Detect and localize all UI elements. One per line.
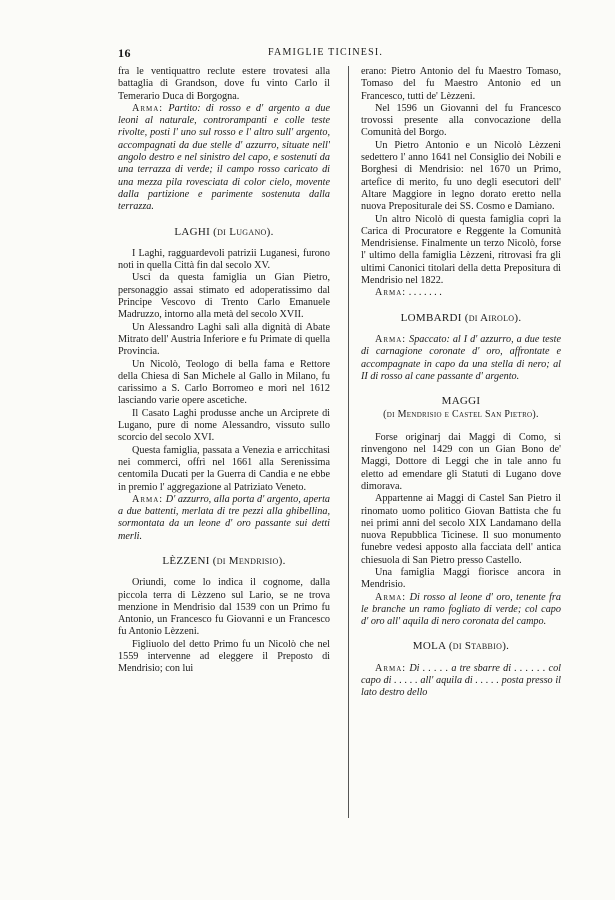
paragraph: fra le ventiquattro reclute estere trovatesi alla battaglia di Grandson, dove fu vinto Carlo il Temerario Duca di Borgogna. <box>118 66 330 102</box>
left-column <box>118 66 330 676</box>
paragraph: Questa famiglia, passata a Venezia e arricchitasi nei commerci, offrì nel 1661 alla Serenissima centomila Ducati per la Guerra di Candia e ne ebbe in premio l' aggregazione al Patriziato Veneto. <box>118 444 330 493</box>
arma-paragraph: Arma: D' azzurro, alla porta d' argento, aperta a due battenti, merlata di tre pezzi alla ghibellina, sormontata da un leone d' oro passante sui detti merli. <box>118 493 331 542</box>
section-heading-maggi: MAGGI <box>441 395 481 408</box>
paragraph: Una famiglia Maggi fiorisce ancora in Mendrisio. <box>361 566 561 591</box>
paragraph: I Laghi, ragguardevoli patrizii Luganesi, furono noti in quella Città fin dal secolo XV. <box>118 247 330 272</box>
section-heading-laghi: LAGHI (di Lugano). <box>174 225 274 238</box>
paragraph: Un Pietro Antonio e un Nicolò Lèzzeni sedettero l' anno 1641 nel Consiglio dei Nobili e Borghesi di Mendrisio: nel 1670 un Primo, artefice di merito, fu uno degli esecutori dell' Altare Maggiore in legno dorato eretto nella nuova Prepositurale dei SS. Cosmo e Damiano. <box>361 139 561 213</box>
paragraph: Appartenne ai Maggi di Castel San Pietro il rinomato uomo politico Giovan Battista che fu nei primi anni del secolo XIX Landamano della nuova Repubblica Ticinese. Il suo monumento funebre vedesi apposto alla facciata dell' antica chiesuola di San Pietro presso Castello. <box>361 493 561 566</box>
paragraph: Oriundi, come lo indica il cognome, dalla piccola terra di Lèzzeno sul Lario, se ne trova menzione in Mendrisio dal 1539 con un Primo fu Antonio, un Francesco fu Giovanni e un Francesco fu Antonio Lèzzeni. <box>118 577 330 638</box>
arma-paragraph: Arma: Spaccato: al I d' azzurro, a due teste di carnagione coronate d' oro, affrontate e accompagnate in capo da una stella di nero; al II di rosso al cane passante d' argento. <box>361 333 561 382</box>
paragraph: Un Nicolò, Teologo di bella fama e Rettore della Chiesa di San Michele al Gallo in Milano, fu carissimo a S. Carlo Borromeo e morì nel 1612 lasciando varie opere ascetiche. <box>118 358 330 407</box>
paragraph: Nel 1596 un Giovanni del fu Francesco trovossi presente alla convocazione della Comunità del Borgo. <box>361 102 561 139</box>
page-number: 16 <box>118 46 131 60</box>
paragraph: Un altro Nicolò di questa famiglia coprì la Carica di Procuratore e Reggente la Comunità Mendrisiense. Finalmente un terzo Nicolò, forse l' ultimo della famiglia Lèzzeni, ritrovasi fra gli ultimi Canonici titolari della detta Prepositura di Mendrisio nel 1822. <box>361 213 561 287</box>
paragraph: Figliuolo del detto Primo fu un Nicolò che nel 1559 intervenne ad eleggere il Preposto di Mendrisio; con lui <box>118 638 330 675</box>
right-column <box>361 66 561 700</box>
arma-paragraph: Arma: Di rosso al leone d' oro, tenente fra le branche un ramo fogliato di verde; col capo d' oro all' aquila di nero coronata del campo. <box>361 591 561 628</box>
arma-paragraph: Arma: . . . . . . . <box>375 287 442 299</box>
arma-paragraph: Arma: Partito: di rosso e d' argento a due leoni al naturale, controrampanti e colle teste rivolte, posti l' uno sul rosso e l' altro sull' argento, accompagnati da due stelle d' azzurro, situate nell' angolo destro e nel sinistro del capo, e sostenuti da una terrazza di verde; il campo rosso caricato di una mezza pila rovesciata di color cielo, movente dalla partizione e parimente sostenuta dalla terrazza. <box>118 102 331 213</box>
paragraph: Il Casato Laghi produsse anche un Arciprete di Lugano, pure di nome Alessandro, vissuto sullo scorcio del secolo XVI. <box>118 407 330 444</box>
page-header <box>118 46 518 60</box>
section-subheading-maggi: (di Mendrisio e Castel San Pietro). <box>383 409 539 421</box>
arma-paragraph: Arma: Di . . . . . a tre sbarre di . . . . . . col capo di . . . . . all' aquila di . . . . . posta presso il lato destro dello <box>361 662 561 699</box>
column-divider <box>348 66 349 818</box>
paragraph: erano: Pietro Antonio del fu Maestro Tomaso, Tomaso del fu Maestro Antonio ed un Francesco, tutti de' Lèzzeni. <box>361 66 561 102</box>
section-heading-mola: MOLA (di Stabbio). <box>412 640 510 653</box>
running-title: FAMIGLIE TICINESI. <box>268 47 384 58</box>
section-heading-lombardi: LOMBARDI (di Airolo). <box>400 311 522 324</box>
section-heading-lezzeni: LÈZZENI (di Mendrisio). <box>162 554 286 567</box>
paragraph: Usci da questa famiglia un Gian Pietro, personaggio assai stimato ed adoperatissimo dal Principe Vescovo di Trento Carlo Emanuele Madruzzo, intorno alla metà del secolo XVII. <box>118 272 330 321</box>
paragraph: Un Alessandro Laghi salì alla dignità di Abate Mitrato dell' Austria Inferiore e fu Primate di quella Provincia. <box>118 321 330 358</box>
paragraph: Forse originarj dai Maggi di Como, si rinvengono nel 1429 con un Gian Bono de' Maggi, Dottore di Leggi che in tale anno fu eletto ad emendare gli Statuti di Lugano dove dimorava. <box>361 431 561 492</box>
